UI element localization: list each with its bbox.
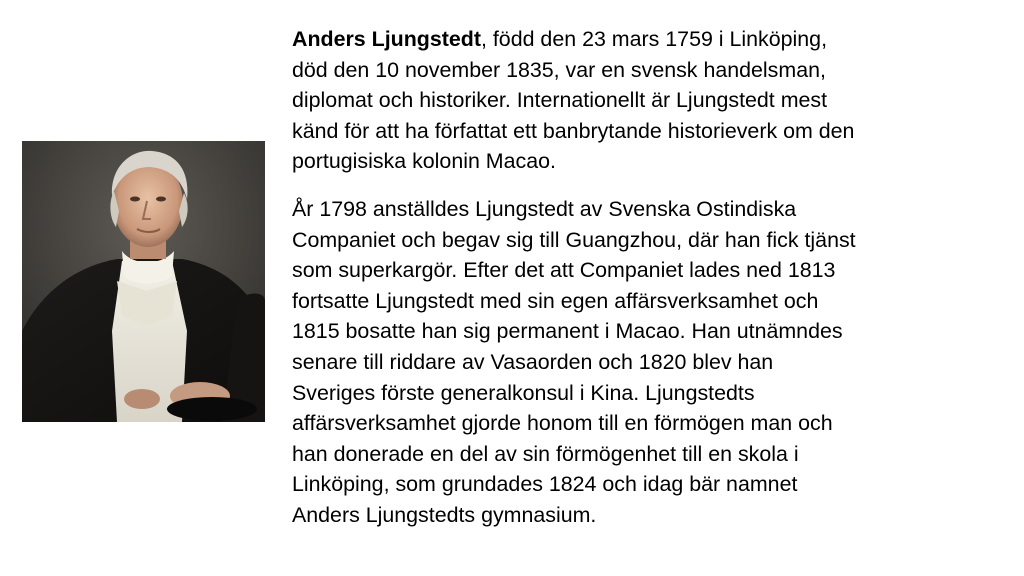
intro-paragraph bbox=[292, 24, 992, 177]
portrait-painting-icon bbox=[22, 141, 265, 422]
biography-paragraph: År 1798 anställdes Ljungstedt av Svenska Ostindiska Companiet och begav sig till Guangzhou, där han fick tjänst som superkargör. Efter det att Companiet lades ned 1813 fortsatte Ljungstedt med sin egen affärsverksamhet och 1815 bosatte han sig permanent i Macao. Han utnämndes senare till riddare av Vasaorden och 1820 blev han Sveriges förste generalkonsul i Kina. Ljungstedts affärsverksamhet gjorde honom till en förmögen man och han donerade en del av sin förmögenhet till en skola i Linköping, som grundades 1824 och idag bär namnet Anders Ljungstedts gymnasium. bbox=[292, 196, 856, 527]
article-text bbox=[292, 24, 992, 531]
intro-text: , född den 23 mars 1759 i Linköping, död den 10 november 1835, var en svensk handelsman, diplomat och historiker. Internationellt är Ljungstedt mest känd för att ha författat ett banbrytande historieverk om den portugisiska kolonin Macao. bbox=[292, 27, 855, 174]
portrait-image bbox=[22, 141, 265, 422]
subject-name: Anders Ljungstedt bbox=[292, 27, 481, 51]
